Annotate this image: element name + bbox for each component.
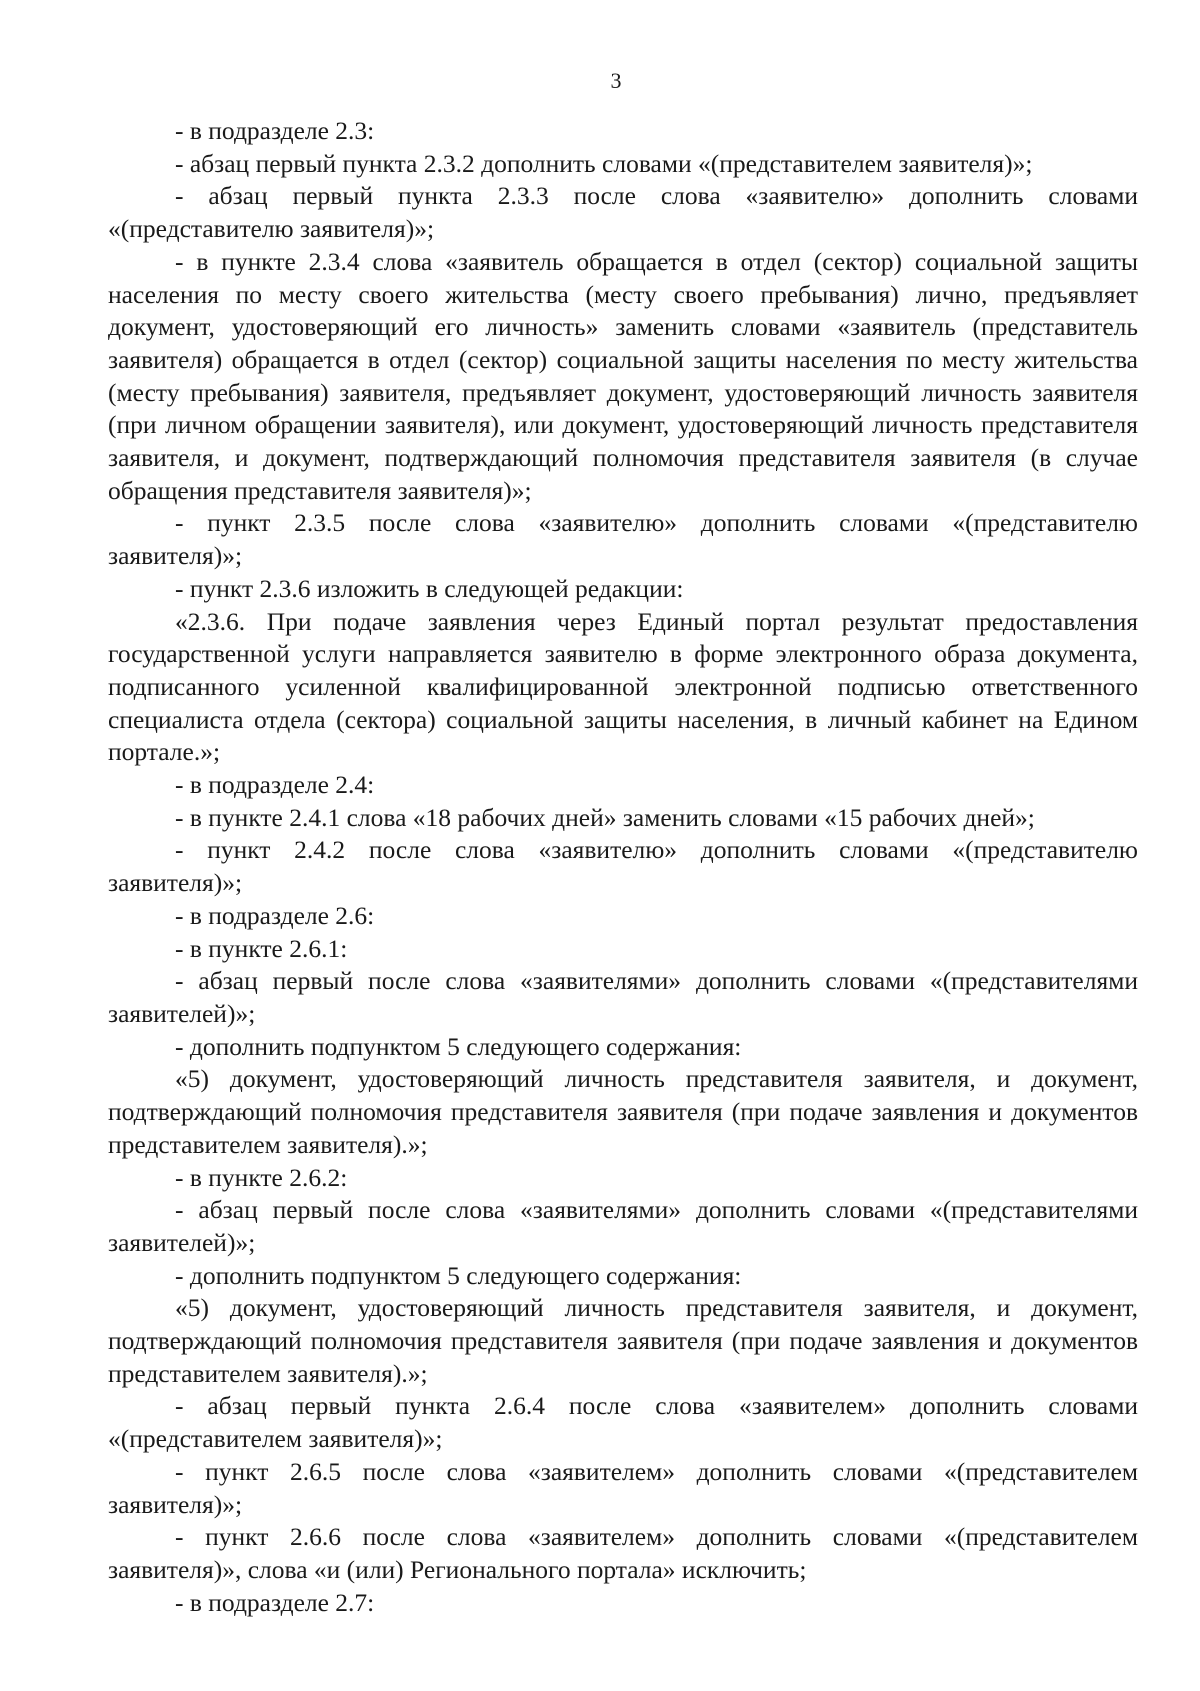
document-body [108, 115, 1138, 1619]
page-number: 3 [610, 68, 622, 93]
paragraph: - дополнить подпунктом 5 следующего содержания: [175, 1260, 742, 1290]
paragraph: - в пункте 2.4.1 слова «18 рабочих дней» заменить словами «15 рабочих дней»; [175, 802, 1035, 832]
paragraph: - абзац первый пункта 2.3.2 дополнить словами «(представителем заявителя)»; [175, 148, 1033, 178]
paragraph: - пункт 2.6.6 после слова «заявителем» дополнить словами «(представителем заявителя)», слова «и (или) Регионального портала» исключить; [108, 1522, 1138, 1584]
paragraph: - в подразделе 2.4: [175, 770, 375, 800]
paragraph: - в подразделе 2.3: [175, 116, 375, 145]
paragraph: «5) документ, удостоверяющий личность представителя заявителя, и документ, подтверждающий полномочия представителя заявителя (при подаче заявления и документов представителем заявителя).»; [108, 1293, 1138, 1388]
paragraph: - в подразделе 2.7: [175, 1587, 375, 1617]
paragraph: «5) документ, удостоверяющий личность представителя заявителя, и документ, подтверждающий полномочия представителя заявителя (при подаче заявления и документов представителем заявителя).»; [108, 1064, 1138, 1159]
paragraph: - абзац первый пункта 2.6.4 после слова «заявителем» дополнить словами «(представителем заявителя)»; [108, 1391, 1138, 1454]
paragraph: - в пункте 2.3.4 слова «заявитель обращается в отдел (сектор) социальной защиты населения по месту своего жительства (месту своего пребывания) лично, предъявляет документ, удостоверяющий его личность» заменить словами «заявитель (представитель заявителя) обращается в отдел (сектор) социальной защиты населения по месту жительства (месту пребывания) заявителя, предъявляет документ, удостоверяющий личность заявителя (при личном обращении заявителя), или документ, удостоверяющий личность представителя заявителя, и документ, подтверждающий полномочия представителя заявителя (в случае обращения представителя заявителя)»; [108, 246, 1138, 505]
paragraph: - в пункте 2.6.2: [175, 1162, 348, 1192]
paragraph: - пункт 2.3.5 после слова «заявителю» дополнить словами «(представителю заявителя)»; [108, 508, 1138, 571]
paragraph: - пункт 2.4.2 после слова «заявителю» дополнить словами «(представителю заявителя)»; [108, 835, 1138, 898]
paragraph: - абзац первый после слова «заявителями» дополнить словами «(представителями заявителей)»; [108, 966, 1138, 1028]
paragraph: - пункт 2.3.6 изложить в следующей редакции: [175, 573, 684, 603]
paragraph: - абзац первый пункта 2.3.3 после слова «заявителю» дополнить словами «(представителю заявителя)»; [108, 181, 1138, 244]
paragraph: - в пункте 2.6.1: [175, 933, 348, 963]
paragraph: - пункт 2.6.5 после слова «заявителем» дополнить словами «(представителем заявителя)»; [108, 1456, 1138, 1519]
paragraph: «2.3.6. При подаче заявления через Единый портал результат предоставления государственной услуги направляется заявителю в форме электронного образа документа, подписанного усиленной квалифицированной электронной подписью ответственного специалиста отдела (сектора) социальной защиты населения, в личный кабинет на Едином портале.»; [108, 606, 1138, 767]
paragraph: - дополнить подпунктом 5 следующего содержания: [175, 1031, 742, 1061]
paragraph: - абзац первый после слова «заявителями» дополнить словами «(представителями заявителей)»; [108, 1195, 1138, 1257]
paragraph: - в подразделе 2.6: [175, 900, 375, 930]
